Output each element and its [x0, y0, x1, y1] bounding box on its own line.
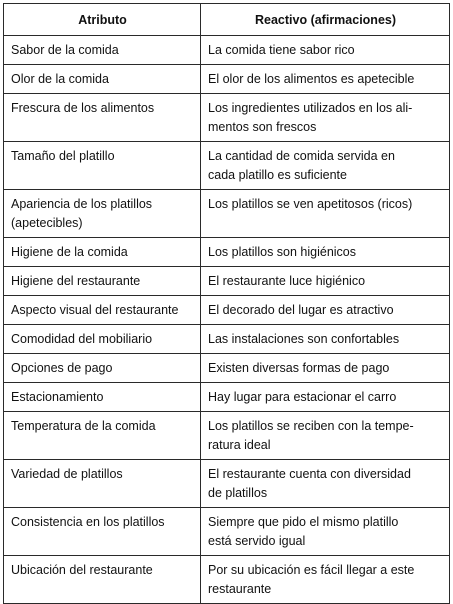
- header-row: [4, 4, 450, 36]
- table-row: [4, 94, 450, 142]
- statement-cell: Los platillos son higiénicos: [201, 238, 450, 267]
- table-row: [4, 354, 450, 383]
- table-row: [4, 238, 450, 267]
- statement-cell: Los platillos se reciben con la tempe- ratura ideal: [201, 412, 450, 460]
- table-row: [4, 325, 450, 354]
- attribute-cell: Sabor de la comida: [4, 36, 201, 65]
- statement-cell: El olor de los alimentos es apetecible: [201, 65, 450, 94]
- statement-cell: El restaurante cuenta con diversidad de platillos: [201, 460, 450, 508]
- statement-cell: Siempre que pido el mismo platillo está servido igual: [201, 508, 450, 556]
- attribute-cell: Aspecto visual del restaurante: [4, 296, 201, 325]
- attribute-cell: Consistencia en los platillos: [4, 508, 201, 556]
- attribute-cell: Ubicación del restaurante: [4, 556, 201, 604]
- attribute-cell: Frescura de los alimentos: [4, 94, 201, 142]
- table-row: [4, 412, 450, 460]
- statement-cell: El decorado del lugar es atractivo: [201, 296, 450, 325]
- attribute-cell: Tamaño del platillo: [4, 142, 201, 190]
- attribute-cell: Higiene de la comida: [4, 238, 201, 267]
- table-row: [4, 383, 450, 412]
- table-row: [4, 556, 450, 604]
- attribute-cell: Variedad de platillos: [4, 460, 201, 508]
- attribute-cell: Comodidad del mobiliario: [4, 325, 201, 354]
- attributes-table: [3, 3, 450, 604]
- statement-cell: Las instalaciones son confortables: [201, 325, 450, 354]
- statement-cell: La comida tiene sabor rico: [201, 36, 450, 65]
- attribute-cell: Temperatura de la comida: [4, 412, 201, 460]
- statement-cell: La cantidad de comida servida en cada platillo es suficiente: [201, 142, 450, 190]
- attribute-cell: Apariencia de los platillos (apetecibles): [4, 190, 201, 238]
- statement-cell: Los platillos se ven apetitosos (ricos): [201, 190, 450, 238]
- table-row: [4, 36, 450, 65]
- statement-cell: El restaurante luce higiénico: [201, 267, 450, 296]
- statement-cell: Existen diversas formas de pago: [201, 354, 450, 383]
- table-row: [4, 190, 450, 238]
- table-row: [4, 296, 450, 325]
- attribute-cell: Opciones de pago: [4, 354, 201, 383]
- attribute-cell: Olor de la comida: [4, 65, 201, 94]
- statement-cell: Hay lugar para estacionar el carro: [201, 383, 450, 412]
- statement-cell: Los ingredientes utilizados en los ali- mentos son frescos: [201, 94, 450, 142]
- table-container: [3, 3, 450, 604]
- table-row: [4, 508, 450, 556]
- attribute-cell: Estacionamiento: [4, 383, 201, 412]
- statement-cell: Por su ubicación es fácil llegar a este restaurante: [201, 556, 450, 604]
- table-row: [4, 65, 450, 94]
- table-row: [4, 267, 450, 296]
- table-row: [4, 460, 450, 508]
- table-row: [4, 142, 450, 190]
- header-statement: Reactivo (afirmaciones): [201, 4, 450, 36]
- header-attribute: Atributo: [4, 4, 201, 36]
- attribute-cell: Higiene del restaurante: [4, 267, 201, 296]
